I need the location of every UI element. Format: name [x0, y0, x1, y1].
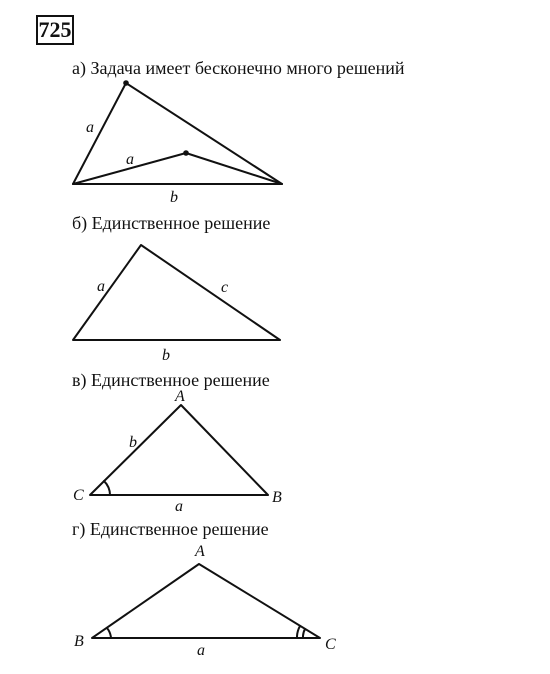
figure-a	[73, 83, 282, 184]
fig-g-angle-arc-c-inner	[303, 629, 305, 638]
problem-number: 725	[38, 17, 72, 42]
fig-v-label-C: C	[73, 487, 84, 504]
fig-b-label-c: c	[221, 279, 229, 296]
caption-part-g: г) Единственное решение	[72, 519, 269, 539]
figure-v	[90, 405, 268, 495]
fig-g-label-a: a	[197, 642, 205, 659]
fig-a-vertex-top	[123, 80, 129, 86]
fig-a-label-a-upper: a	[86, 119, 94, 136]
caption-part-v: в) Единственное решение	[72, 370, 270, 390]
caption-part-b: б) Единственное решение	[72, 213, 271, 233]
fig-b-label-b: b	[162, 347, 170, 364]
figure-g	[92, 564, 320, 638]
fig-v-triangle	[90, 405, 268, 495]
fig-v-label-b: b	[129, 434, 137, 451]
fig-b-label-a: a	[97, 278, 105, 295]
fig-a-vertex-middle	[183, 150, 189, 156]
fig-v-label-A: A	[175, 388, 185, 405]
fig-g-label-B: B	[74, 633, 84, 650]
fig-g-triangle	[92, 564, 320, 638]
fig-g-angle-arc-c-outer	[297, 626, 300, 638]
fig-a-label-a-lower: a	[126, 151, 134, 168]
fig-v-label-B: B	[272, 489, 282, 506]
fig-v-angle-arc-c	[104, 481, 110, 495]
fig-g-angle-arc-b	[107, 628, 111, 638]
fig-g-label-C: C	[325, 636, 336, 653]
fig-a-side-lower-right	[186, 153, 282, 184]
fig-a-side-upper-right	[126, 83, 282, 184]
fig-v-label-a: a	[175, 498, 183, 515]
fig-g-label-A: A	[195, 543, 205, 560]
fig-a-label-b: b	[170, 189, 178, 206]
caption-part-a: а) Задача имеет бесконечно много решений	[72, 58, 405, 78]
fig-a-side-a-upper	[73, 83, 126, 184]
